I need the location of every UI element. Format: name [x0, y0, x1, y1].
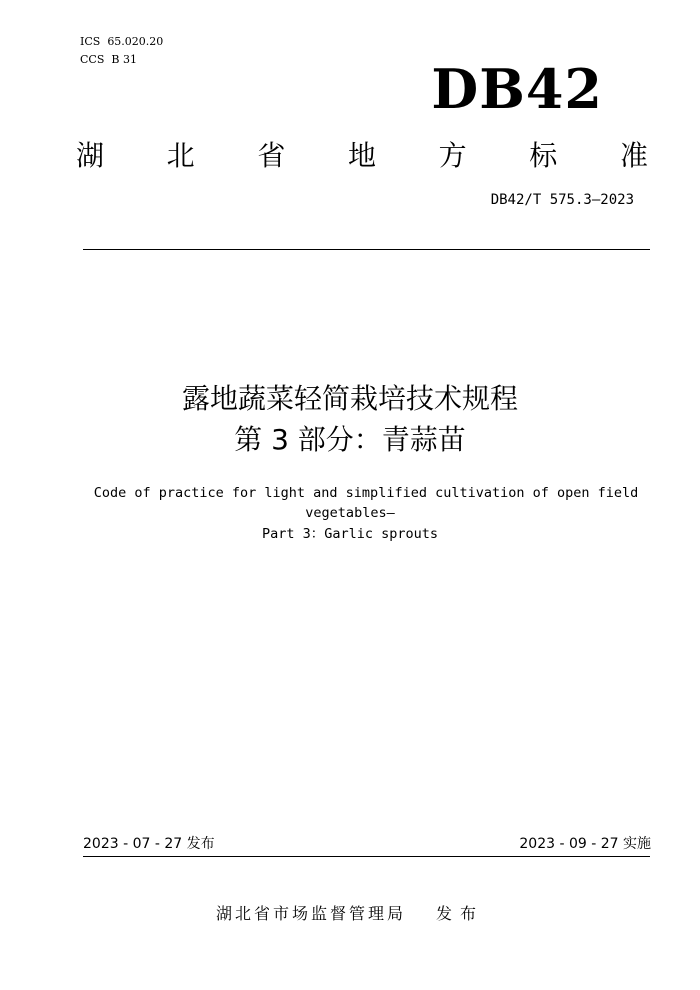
english-title-line-1: Code of practice for light and simplified cultivation of open field [93, 485, 639, 501]
document-title: 露地蔬菜轻简栽培技术规程 [181, 382, 518, 415]
ics-code: 65.020.20 [107, 35, 164, 48]
footer-divider [83, 856, 650, 857]
ccs-code: B 31 [111, 53, 137, 66]
ccs-classification [80, 53, 137, 67]
standard-number: DB42/T 575.3—2023 [490, 192, 634, 208]
issue-date: 2023 - 07 - 27 发布 [83, 836, 215, 852]
english-title-line-2: vegetables— [305, 505, 395, 521]
implementation-date: 2023 - 09 - 27 实施 [519, 836, 651, 852]
standard-type-char: 地 [347, 139, 376, 172]
ccs-label: CCS [80, 53, 105, 66]
standard-type-heading [76, 134, 648, 174]
issuer-row [0, 902, 700, 926]
standard-type-char: 方 [438, 139, 467, 172]
ics-classification [80, 35, 163, 49]
standard-type-char: 标 [529, 139, 558, 172]
standard-type-char: 北 [166, 139, 195, 172]
issuing-authority: 湖北省市场监督管理局 [215, 904, 406, 923]
standard-type-char: 准 [619, 139, 648, 172]
standard-type-char: 湖 [76, 139, 105, 172]
english-title-line-3: Part 3：Garlic sprouts [261, 526, 439, 542]
issue-action: 发布 [436, 904, 485, 923]
document-part-title: 第 3 部分：青蒜苗 [234, 423, 466, 456]
header-divider [83, 249, 650, 250]
db-code-logo: DB42 [431, 57, 603, 121]
standard-type-char: 省 [257, 139, 286, 172]
ics-label: ICS [80, 35, 101, 48]
